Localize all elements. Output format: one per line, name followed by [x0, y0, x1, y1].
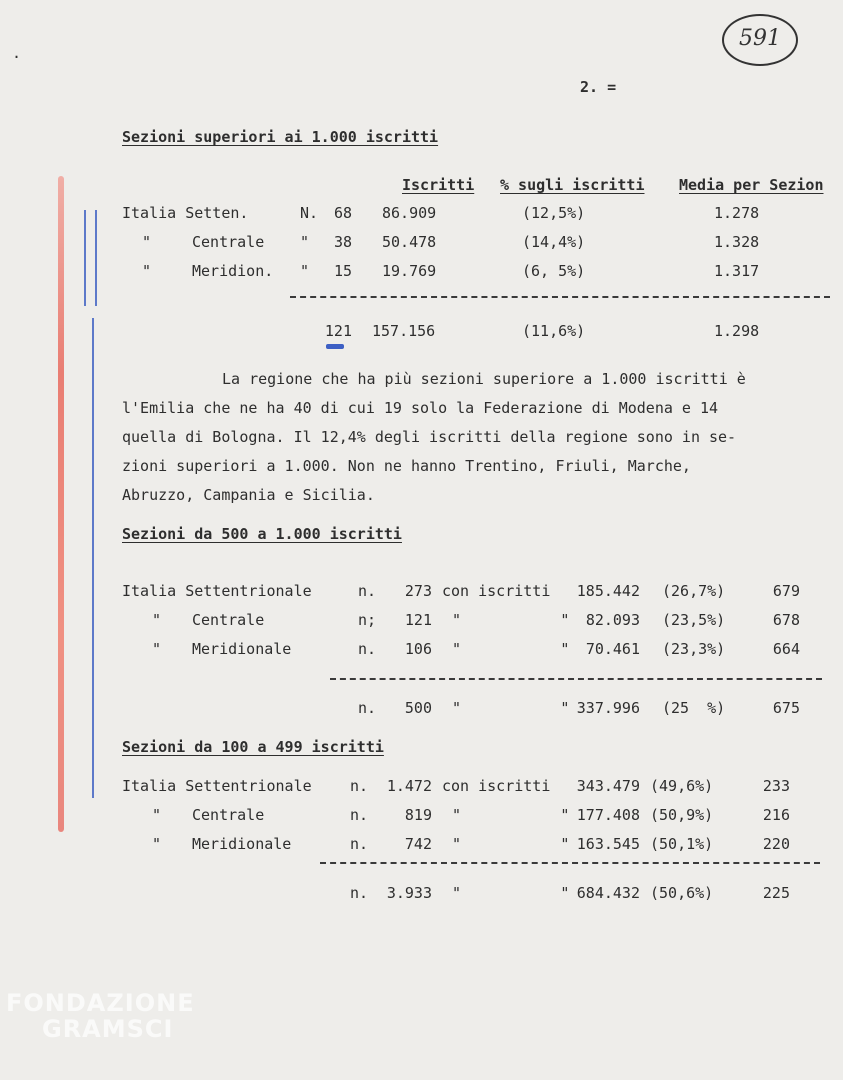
- blue-pencil-bracket: [95, 210, 97, 306]
- row-percent: (23,3%): [662, 640, 726, 658]
- total-percent: (11,6%): [522, 322, 586, 340]
- row-con-iscritti: " ": [452, 611, 570, 629]
- fondazione-gramsci-watermark: [6, 990, 195, 1042]
- row-percent: (26,7%): [662, 582, 726, 600]
- paragraph-line: l'Emilia che ne ha 40 di cui 19 solo la Federazione di Modena e 14: [122, 399, 719, 417]
- total-separator-line: [320, 862, 820, 864]
- row-n-label: n.: [350, 835, 369, 853]
- total-media: 675: [772, 699, 800, 717]
- row-con-iscritti: con iscritti: [442, 777, 551, 795]
- row-region: Meridionale: [192, 835, 292, 853]
- column-header-percent: % sugli iscritti: [500, 176, 645, 194]
- column-header-iscritti: Iscritti: [402, 176, 475, 194]
- total-iscritti: 337.996: [576, 699, 640, 717]
- row-percent: (49,6%): [650, 777, 714, 795]
- row-iscritti: 19.769: [382, 262, 437, 280]
- blue-pencil-bracket: [84, 210, 86, 306]
- row-percent: (50,9%): [650, 806, 714, 824]
- row-region: Meridion.: [192, 262, 274, 280]
- row-iscritti: 163.545: [576, 835, 640, 853]
- row-iscritti: 343.479: [576, 777, 640, 795]
- section-title: Sezioni da 500 a 1.000 iscritti: [122, 525, 402, 543]
- row-iscritti: 70.461: [585, 640, 640, 658]
- row-media: 1.317: [714, 262, 760, 280]
- watermark-line: GRAMSCI: [42, 1015, 174, 1043]
- row-iscritti: 86.909: [382, 204, 437, 222]
- paragraph-line: La regione che ha più sezioni superiore a 1.000 iscritti è: [222, 370, 746, 388]
- row-ditto: ": [152, 611, 162, 629]
- total-iscritti: 684.432: [576, 884, 640, 902]
- row-count: 742: [404, 835, 432, 853]
- section-title: Sezioni da 100 a 499 iscritti: [122, 738, 384, 756]
- row-region: Italia Setten.: [122, 204, 249, 222]
- row-count: 1.472: [386, 777, 432, 795]
- paragraph-line: zioni superiori a 1.000. Non ne hanno Trentino, Friuli, Marche,: [122, 457, 691, 475]
- row-ditto: ": [152, 806, 162, 824]
- row-media: 679: [772, 582, 800, 600]
- row-count: 15: [333, 262, 352, 280]
- ink-speck: ·: [12, 48, 22, 66]
- row-con-iscritti: " ": [452, 835, 570, 853]
- row-n-label: N.: [300, 204, 319, 222]
- row-count: 819: [404, 806, 432, 824]
- total-separator-line: [290, 296, 830, 298]
- total-n-label: n.: [358, 699, 377, 717]
- total-media: 225: [762, 884, 790, 902]
- red-pencil-margin-line: [58, 176, 64, 832]
- archive-stamp: [722, 14, 798, 66]
- row-media: 678: [772, 611, 800, 629]
- row-count: 273: [404, 582, 432, 600]
- stamp-number: 591: [739, 26, 781, 51]
- row-media: 1.278: [714, 204, 760, 222]
- row-count: 121: [404, 611, 432, 629]
- total-con-iscritti: " ": [452, 884, 570, 902]
- total-iscritti: 157.156: [372, 322, 436, 340]
- row-iscritti: 185.442: [576, 582, 640, 600]
- section-title: Sezioni superiori ai 1.000 iscritti: [122, 128, 439, 146]
- row-count: 68: [333, 204, 352, 222]
- total-count: 500: [404, 699, 432, 717]
- row-media: 233: [762, 777, 790, 795]
- row-media: 664: [772, 640, 800, 658]
- row-iscritti: 50.478: [382, 233, 437, 251]
- row-con-iscritti: " ": [452, 640, 570, 658]
- blue-pencil-mark: [326, 344, 344, 349]
- row-region: Meridionale: [192, 640, 292, 658]
- total-percent: (50,6%): [650, 884, 714, 902]
- row-ditto: ": [152, 835, 162, 853]
- row-percent: (6, 5%): [522, 262, 586, 280]
- total-percent: (25 %): [662, 699, 726, 717]
- row-percent: (14,4%): [522, 233, 586, 251]
- row-ditto: ": [152, 640, 162, 658]
- row-n-label: n.: [358, 582, 377, 600]
- row-region: Centrale: [192, 233, 265, 251]
- row-count: 106: [404, 640, 432, 658]
- row-media: 220: [762, 835, 790, 853]
- total-con-iscritti: " ": [452, 699, 570, 717]
- row-percent: (23,5%): [662, 611, 726, 629]
- row-media: 1.328: [714, 233, 760, 251]
- row-n-label: n.: [350, 777, 369, 795]
- row-ditto: ": [142, 262, 152, 280]
- row-n-label: ": [300, 262, 310, 280]
- paragraph-line: quella di Bologna. Il 12,4% degli iscritti della regione sono in se-: [122, 428, 737, 446]
- blue-pencil-bracket: [92, 318, 94, 798]
- row-media: 216: [762, 806, 790, 824]
- row-iscritti: 82.093: [585, 611, 640, 629]
- row-region: Italia Settentrionale: [122, 582, 312, 600]
- paragraph-line: Abruzzo, Campania e Sicilia.: [122, 486, 375, 504]
- column-header-media: Media per Sezion: [679, 176, 824, 194]
- row-region: Centrale: [192, 806, 265, 824]
- row-n-label: n.: [350, 806, 369, 824]
- row-con-iscritti: " ": [452, 806, 570, 824]
- row-percent: (12,5%): [522, 204, 586, 222]
- row-ditto: ": [142, 233, 152, 251]
- row-count: 38: [333, 233, 352, 251]
- row-n-label: ": [300, 233, 310, 251]
- total-count: 3.933: [386, 884, 432, 902]
- row-region: Italia Settentrionale: [122, 777, 312, 795]
- total-count: 121: [324, 322, 352, 340]
- row-region: Centrale: [192, 611, 265, 629]
- watermark-line: FONDAZIONE: [6, 989, 195, 1017]
- row-n-label: n.: [358, 640, 377, 658]
- row-percent: (50,1%): [650, 835, 714, 853]
- page-number: 2. =: [580, 78, 617, 96]
- total-n-label: n.: [350, 884, 369, 902]
- total-media: 1.298: [714, 322, 760, 340]
- row-n-label: n;: [358, 611, 377, 629]
- row-con-iscritti: con iscritti: [442, 582, 551, 600]
- row-iscritti: 177.408: [576, 806, 640, 824]
- total-separator-line: [330, 678, 822, 680]
